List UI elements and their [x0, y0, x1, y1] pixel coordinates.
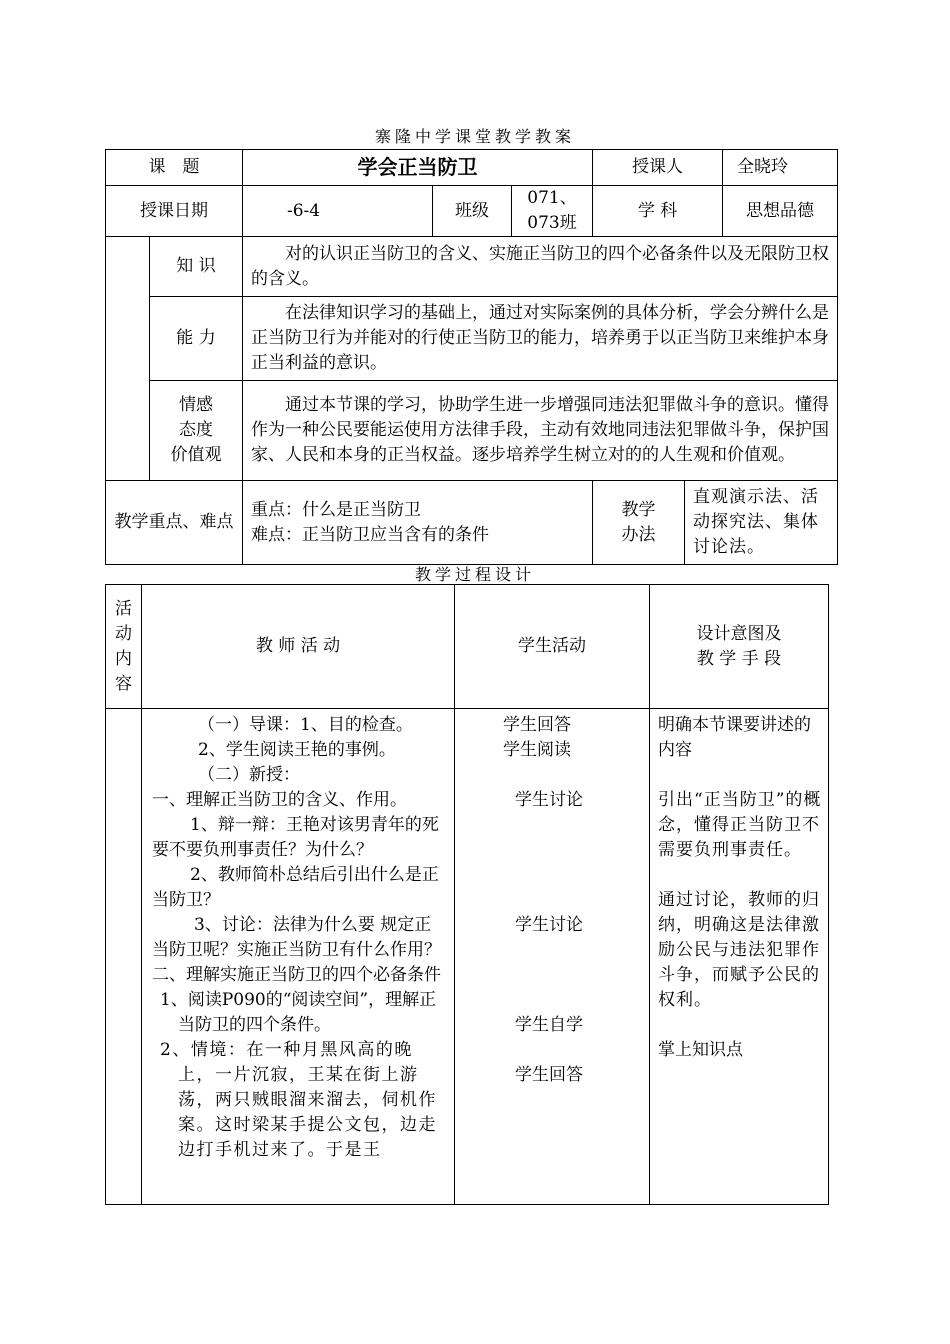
method-label-line: 教学	[621, 499, 656, 520]
knowledge-text: 对的认识正当防卫的含义、实施正当防卫的四个必备条件以及无限防卫权的含义。	[243, 237, 838, 297]
page-title: 寨隆中学课堂教学教案	[374, 127, 575, 146]
header-activity: 活动内容	[106, 585, 142, 709]
class-label: 班级	[433, 186, 512, 237]
subject-value: 思想品德	[723, 186, 838, 237]
method-label	[593, 481, 685, 565]
teacher-value: 全晓玲	[723, 150, 838, 186]
emotion-label-line: 态度	[179, 420, 213, 440]
emotion-label-line: 情感	[179, 395, 213, 415]
emotion-text: 通过本节课的学习，协助学生进一步增强同违法犯罪做斗争的意识。懂得作为一种公民要能运使用方法律手段，主动有效地同违法犯罪做斗争，保护国家、人民和本身的正当权益。逐步培养学生树立对的的人生观和价值观。	[243, 381, 838, 481]
design-line: 通过讨论，教师的归纳，明确这是法律激励公民与违法犯罪作斗争，而赋予公民的权利。	[658, 890, 820, 1010]
student-line: 学生回答	[515, 1065, 583, 1085]
header-design-line: 设计意图及	[696, 623, 782, 644]
student-line: 学生回答	[503, 715, 571, 735]
emotion-label-line: 价值观	[170, 445, 222, 465]
teacher-activity-cell	[142, 709, 455, 1205]
topic-label: 课 题	[106, 150, 243, 186]
key-point: 重点：什么是正当防卫	[251, 499, 421, 520]
teacher-line: 1、阅读P090的“阅读空间”，理解正当防卫的四个条件。	[160, 990, 437, 1035]
topic-value: 学会正当防卫	[243, 150, 593, 186]
method-label-line: 办法	[621, 524, 656, 545]
design-intent-cell	[650, 709, 829, 1205]
subject-label: 学 科	[593, 186, 723, 237]
header-student: 学生活动	[455, 585, 650, 709]
header-teacher: 教 师 活 动	[142, 585, 455, 709]
teacher-line: 一、理解正当防卫的含义、作用。	[152, 790, 407, 810]
teacher-line: 1、辩一辩：王艳对该男青年的死要不要负刑事责任？为什么？	[152, 815, 439, 860]
design-line: 掌上知识点	[658, 1040, 743, 1060]
ability-label: 能 力	[150, 297, 243, 381]
teacher-line: （二）新授：	[198, 765, 300, 785]
header-design	[650, 585, 829, 709]
process-title: 教学过程设计	[414, 565, 535, 584]
header-design-line: 教 学 手 段	[696, 648, 782, 669]
focus-label: 教学重点、难点	[106, 481, 243, 565]
emotion-label	[150, 381, 243, 481]
class-value: 071、073班	[512, 186, 593, 237]
teacher-label: 授课人	[593, 150, 723, 186]
teacher-line: 二、理解实施正当防卫的四个必备条件	[152, 965, 441, 985]
difficulty-point: 难点：正当防卫应当含有的条件	[251, 524, 489, 545]
goals-blank-cell	[106, 237, 150, 481]
process-table	[105, 584, 829, 1205]
teacher-line: 2、情境：在一种月黑风高的晚上，一片沉寂，王某在街上游荡，两只贼眼溜来溜去，伺机作案。这时梁某手提公文包，边走边打手机过来了。于是王	[160, 1040, 437, 1160]
teacher-line: （一）导课：1、目的检查。	[198, 715, 413, 735]
teacher-line: 3、讨论：法律为什么要 规定正当防卫呢？实施正当防卫有什么作用？	[152, 915, 441, 960]
date-label: 授课日期	[106, 186, 243, 237]
date-value: -6-4	[243, 186, 433, 237]
student-line: 学生自学	[515, 1015, 583, 1035]
activity-blank-cell	[106, 709, 142, 1205]
design-line: 引出“正当防卫”的概念，懂得正当防卫不需要负刑事责任。	[658, 790, 822, 860]
lesson-info-table	[105, 149, 838, 565]
focus-points	[243, 481, 593, 565]
student-line: 学生讨论	[515, 790, 583, 810]
ability-text: 在法律知识学习的基础上，通过对实际案例的具体分析，学会分辨什么是正当防卫行为并能对的行使正当防卫的能力，培养勇于以正当防卫来维护本身正当利益的意识。	[243, 297, 838, 381]
student-line: 学生阅读	[503, 740, 571, 760]
method-text: 直观演示法、活动探究法、集体讨论法。	[685, 481, 838, 565]
student-activity-cell	[455, 709, 650, 1205]
teacher-line: 2、教师简朴总结后引出什么是正当防卫？	[152, 865, 439, 910]
teacher-line: 2、学生阅读王艳的事例。	[198, 740, 396, 760]
design-line: 明确本节课要讲述的内容	[658, 715, 811, 760]
knowledge-label: 知 识	[150, 237, 243, 297]
student-line: 学生讨论	[515, 915, 583, 935]
